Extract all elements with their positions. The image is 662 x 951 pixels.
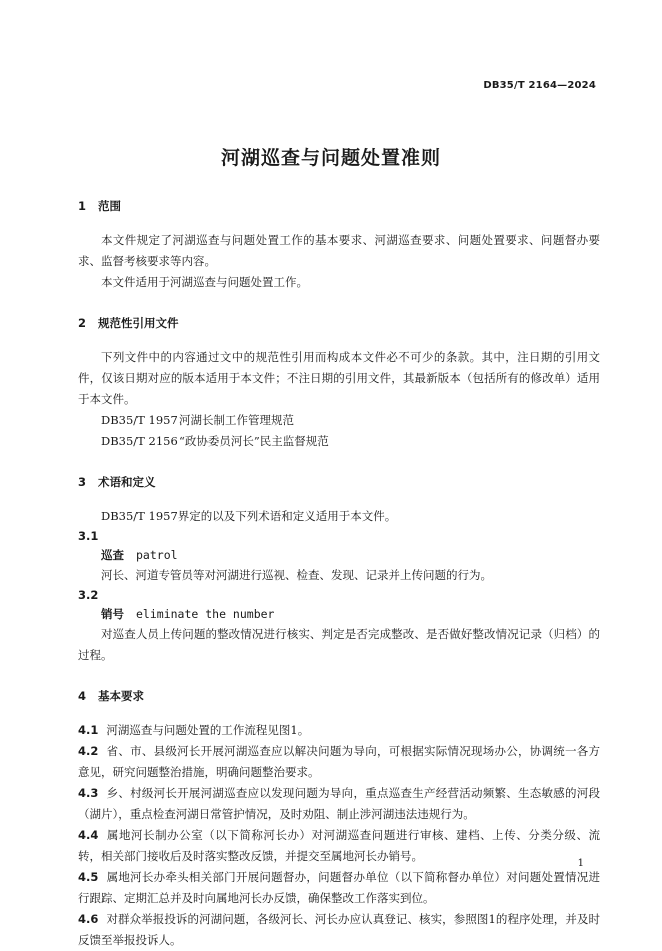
clause-number: 4.1 [78, 723, 99, 737]
paragraph: 本文件规定了河湖巡查与问题处置工作的基本要求、河湖巡查要求、问题处置要求、问题督办要求、监督考核要求等内容。 [78, 233, 600, 268]
clause-text: 省、市、县级河长开展河湖巡查应以解决问题为导向，可根据实际情况现场办公，协调统一各方意见，研究问题整治措施，明确问题整治要求。 [78, 744, 600, 779]
term-definition: 河长、河道专管员等对河湖进行巡视、检查、发现、记录并上传问题的行为。 [101, 568, 492, 582]
section-title: 术语和定义 [98, 475, 156, 489]
reference-code: DB35/T 2156 [101, 434, 178, 448]
term-name [78, 546, 600, 565]
clause-number: 4.5 [78, 870, 99, 884]
clause-text: 属地河长制办公室（以下简称河长办）对河湖巡查问题进行审核、建档、上传、分类分级、流转，相关部门接收后及时落实整改反馈，并提交至属地河长办销号。 [78, 828, 600, 863]
clause-text: 属地河长办牵头相关部门开展问题督办，问题督办单位（以下简称督办单位）对问题处置情况进行跟踪、定期汇总并及时向属地河长办反馈，确保整改工作落实到位。 [78, 870, 600, 905]
document-code: DB35/T 2164—2024 [483, 80, 596, 91]
section-number: 4 [78, 689, 87, 703]
clause [78, 741, 600, 783]
clause-text: 河湖巡查与问题处置的工作流程见图1。 [106, 723, 310, 737]
section-number: 2 [78, 316, 87, 330]
reference-item [78, 431, 600, 452]
page-number: 1 [577, 858, 584, 869]
clause-number: 4.2 [78, 744, 99, 758]
document-body [78, 196, 600, 951]
term-en: patrol [136, 548, 178, 562]
term-number: 3.2 [78, 588, 99, 602]
section-number: 1 [78, 199, 87, 213]
term-name [78, 605, 600, 624]
paragraph: DB35/T 1957界定的以及下列术语和定义适用于本文件。 [101, 509, 397, 523]
term-en: eliminate the number [136, 607, 275, 621]
section-title: 基本要求 [98, 689, 144, 703]
reference-title: 河湖长制工作管理规范 [179, 413, 294, 427]
section-heading-scope [78, 196, 600, 216]
clause [78, 783, 600, 825]
clause [78, 720, 600, 741]
clause-text: 乡、村级河长开展河湖巡查应以发现问题为导向，重点巡查生产经营活动频繁、生态敏感的河段（湖片），重点检查河湖日常管护情况，及时劝阻、制止涉河湖违法违规行为。 [78, 786, 600, 821]
reference-title: “政协委员河长”民主监督规范 [179, 434, 329, 448]
term-definition: 对巡查人员上传问题的整改情况进行核实、判定是否完成整改、是否做好整改情况记录（归档）的过程。 [78, 627, 600, 662]
paragraph: 本文件适用于河湖巡查与问题处置工作。 [101, 275, 308, 289]
section-title: 规范性引用文件 [98, 316, 179, 330]
clause [78, 867, 600, 909]
reference-code: DB35/T 1957 [101, 413, 178, 427]
section-number: 3 [78, 475, 87, 489]
clause-number: 4.6 [78, 912, 99, 926]
section-heading-basic-requirements [78, 686, 600, 706]
clause [78, 825, 600, 867]
section-heading-terms-definitions [78, 472, 600, 492]
reference-item [78, 410, 600, 431]
section-heading-normative-references [78, 313, 600, 333]
term-cn: 销号 [101, 607, 124, 621]
clause-number: 4.3 [78, 786, 99, 800]
clause-text: 对群众举报投诉的河湖问题，各级河长、河长办应认真登记、核实，参照图1的程序处理，并及时反馈至举报投诉人。 [78, 912, 600, 947]
clause [78, 909, 600, 951]
section-title: 范围 [98, 199, 121, 213]
document-title: 河湖巡查与问题处置准则 [220, 147, 441, 169]
term-number: 3.1 [78, 529, 99, 543]
term-cn: 巡查 [101, 548, 124, 562]
paragraph: 下列文件中的内容通过文中的规范性引用而构成本文件必不可少的条款。其中，注日期的引用文件，仅该日期对应的版本适用于本文件；不注日期的引用文件，其最新版本（包括所有的修改单）适用于本文件。 [78, 350, 600, 406]
clause-number: 4.4 [78, 828, 99, 842]
